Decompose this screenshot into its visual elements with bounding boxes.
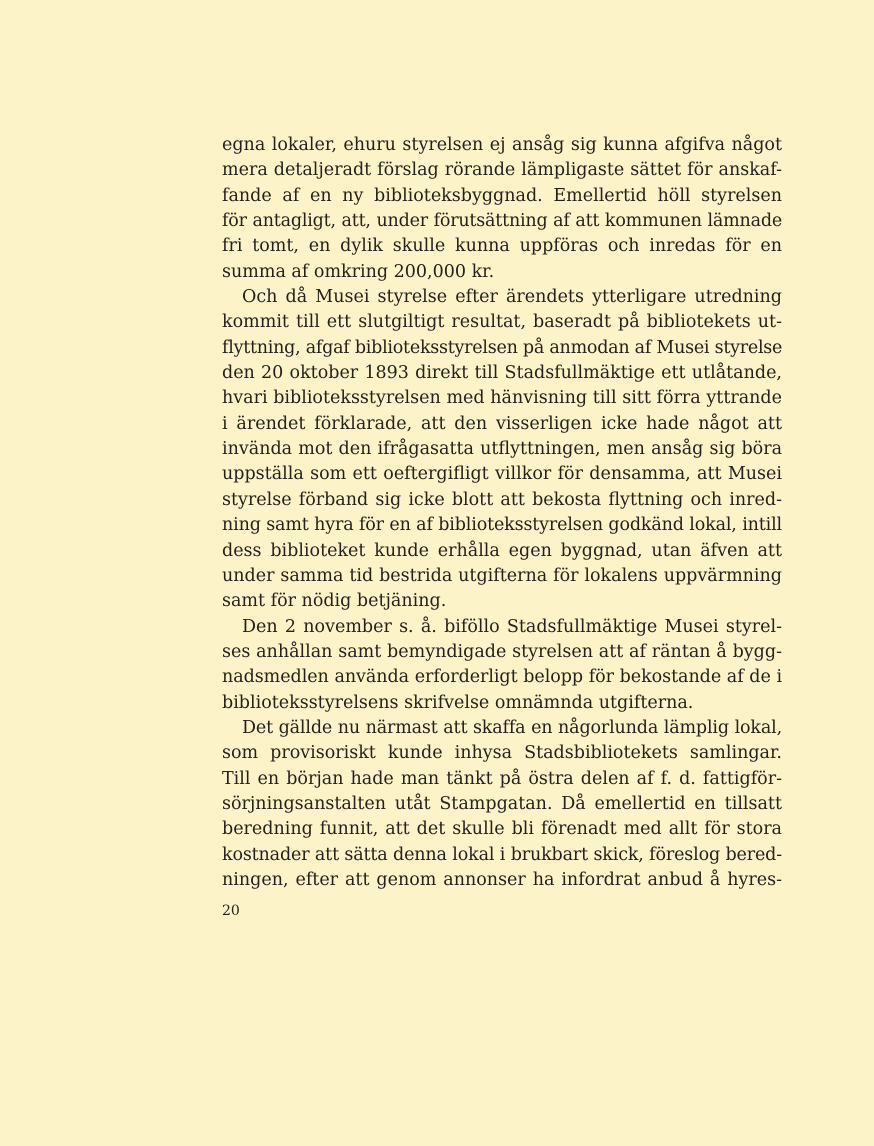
- text-line: Till en början hade man tänkt på östra delen af f. d. fattigför-: [222, 768, 782, 789]
- text-line: kommit till ett slutgiltigt resultat, baseradt på bibliotekets ut-: [222, 312, 782, 333]
- text-line: beredning funnit, att det skulle bli förenadt med allt för stora: [222, 819, 782, 840]
- text-line: Och då Musei styrelse efter ärendets ytterligare utredning: [242, 287, 782, 308]
- text-line: samt för nödig betjäning.: [222, 591, 447, 612]
- text-line: för antagligt, att, under förutsättning af att kommunen lämnade: [222, 211, 782, 232]
- text-line: fri tomt, en dylik skulle kunna uppföras och inredas för en: [222, 236, 782, 257]
- page-number: 20: [222, 903, 240, 919]
- paragraph: [222, 716, 782, 893]
- text-line: egna lokaler, ehuru styrelsen ej ansåg sig kunna afgifva något: [222, 135, 782, 155]
- text-line: summa af omkring 200,000 kr.: [222, 261, 495, 282]
- text-line: nadsmedlen använda erforderligt belopp för bekostande af de i: [222, 667, 782, 688]
- text-line: fande af en ny biblioteksbyggnad. Emellertid höll styrelsen: [222, 185, 782, 206]
- text-line: flyttning, afgaf biblioteksstyrelsen på anmodan af Musei styrelse: [222, 337, 783, 358]
- text-line: Den 2 november s. å. biföllo Stadsfullmäktige Musei styrel-: [242, 616, 782, 637]
- text-line: biblioteksstyrelsens skrifvelse omnämnda utgifterna.: [222, 692, 694, 713]
- text-line: den 20 oktober 1893 direkt till Stadsfullmäktige ett utlåtande,: [222, 363, 782, 384]
- text-line: kostnader att sätta denna lokal i brukbart skick, föreslog bered-: [222, 844, 782, 865]
- paragraph: [222, 615, 782, 716]
- text-line: som provisoriskt kunde inhysa Stadsbibliotekets samlingar.: [222, 743, 782, 764]
- text-line: i ärendet förklarade, att den visserligen icke hade något att: [222, 413, 782, 434]
- text-line: mera detaljeradt förslag rörande lämpligaste sättet för anskaf-: [222, 160, 782, 181]
- text-line: dess biblioteket kunde erhålla egen byggnad, utan äfven att: [222, 540, 782, 561]
- text-line: invända mot den ifrågasatta utflyttningen, men ansåg sig böra: [222, 439, 782, 460]
- text-line: ses anhållan samt bemyndigade styrelsen att af räntan å bygg-: [222, 641, 782, 662]
- text-line: ningen, efter att genom annonser ha infordrat anbud å hyres-: [222, 869, 782, 890]
- text-line: styrelse förband sig icke blott att bekosta flyttning och inred-: [222, 489, 782, 510]
- text-line: hvari biblioteksstyrelsen med hänvisning till sitt förra yttrande: [222, 388, 782, 409]
- paragraph: [222, 133, 782, 285]
- text-line: ning samt hyra för en af biblioteksstyrelsen godkänd lokal, intill: [222, 515, 782, 536]
- paragraph: [222, 285, 782, 614]
- text-line: sörjningsanstalten utåt Stampgatan. Då emellertid en tillsatt: [222, 793, 782, 814]
- text-line: Det gällde nu närmast att skaffa en någorlunda lämplig lokal,: [242, 717, 782, 738]
- text-line: uppställa som ett oeftergifligt villkor för densamma, att Musei: [222, 464, 782, 485]
- body-text: [222, 133, 782, 893]
- text-line: under samma tid bestrida utgifterna för lokalens uppvärmning: [222, 565, 782, 586]
